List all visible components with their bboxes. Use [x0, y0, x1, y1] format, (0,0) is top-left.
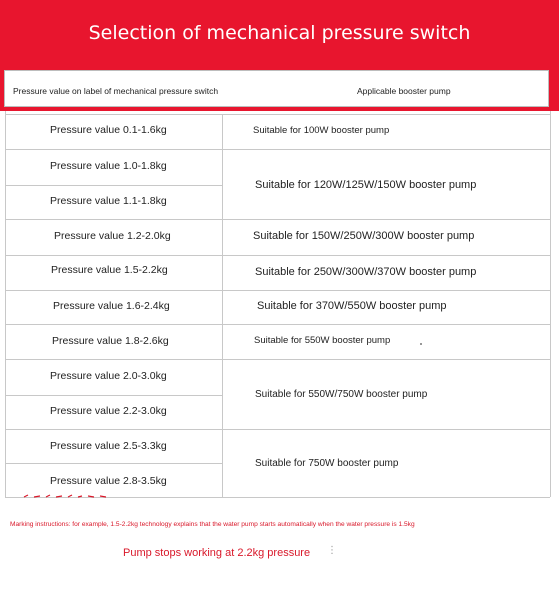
booster-pump: Suitable for 550W/750W booster pump — [255, 389, 428, 400]
header-pressure-label: Pressure value on label of mechanical pressure switch — [13, 86, 219, 96]
table-header — [4, 70, 549, 107]
pressure-value: Pressure value 2.5-3.3kg — [50, 440, 167, 452]
pressure-value: Pressure value 1.5-2.2kg — [51, 264, 168, 276]
table-divider — [5, 463, 222, 464]
table-border-left — [5, 111, 6, 497]
table-divider — [5, 219, 550, 220]
table-divider — [5, 290, 550, 291]
pressure-value: Pressure value 0.1-1.6kg — [50, 124, 167, 136]
pressure-value: Pressure value 2.8-3.5kg — [50, 475, 167, 487]
table-divider — [5, 255, 550, 256]
pressure-value: Pressure value 1.6-2.4kg — [53, 300, 170, 312]
booster-pump: Suitable for 550W booster pump — [254, 335, 391, 346]
selection-table — [0, 111, 559, 592]
pressure-value: Pressure value 2.2-3.0kg — [50, 405, 167, 417]
smudge-mark — [22, 493, 112, 499]
table-column-divider — [222, 114, 223, 497]
booster-pump: Suitable for 120W/125W/150W booster pump — [255, 179, 477, 191]
pressure-value: Pressure value 2.0-3.0kg — [50, 370, 167, 382]
booster-pump: Suitable for 100W booster pump — [253, 125, 390, 136]
table-divider — [5, 114, 550, 115]
pressure-value: Pressure value 1.0-1.8kg — [50, 160, 167, 172]
table-divider — [5, 359, 550, 360]
table-divider — [5, 324, 550, 325]
pressure-value: Pressure value 1.2-2.0kg — [54, 230, 171, 242]
table-divider — [5, 149, 550, 150]
stray-dot — [420, 343, 422, 345]
table-divider — [5, 429, 550, 430]
ellipsis-mark: ⋮ — [327, 545, 337, 556]
pressure-value: Pressure value 1.8-2.6kg — [52, 335, 169, 347]
pump-stop-note: Pump stops working at 2.2kg pressure — [123, 547, 311, 559]
page-title: Selection of mechanical pressure switch — [88, 22, 471, 44]
header-pump-label: Applicable booster pump — [357, 86, 451, 96]
table-border-right — [550, 111, 551, 497]
table-divider — [5, 185, 222, 186]
table-divider — [5, 395, 222, 396]
marking-instructions: Marking instructions: for example, 1.5-2.2kg technology explains that the water pump starts automatically when the water pressure is 1.5kg — [10, 521, 415, 528]
pressure-value: Pressure value 1.1-1.8kg — [50, 195, 167, 207]
booster-pump: Suitable for 370W/550W booster pump — [257, 300, 447, 312]
booster-pump: Suitable for 750W booster pump — [255, 458, 399, 469]
booster-pump: Suitable for 250W/300W/370W booster pump — [255, 266, 477, 278]
booster-pump: Suitable for 150W/250W/300W booster pump — [253, 230, 475, 242]
